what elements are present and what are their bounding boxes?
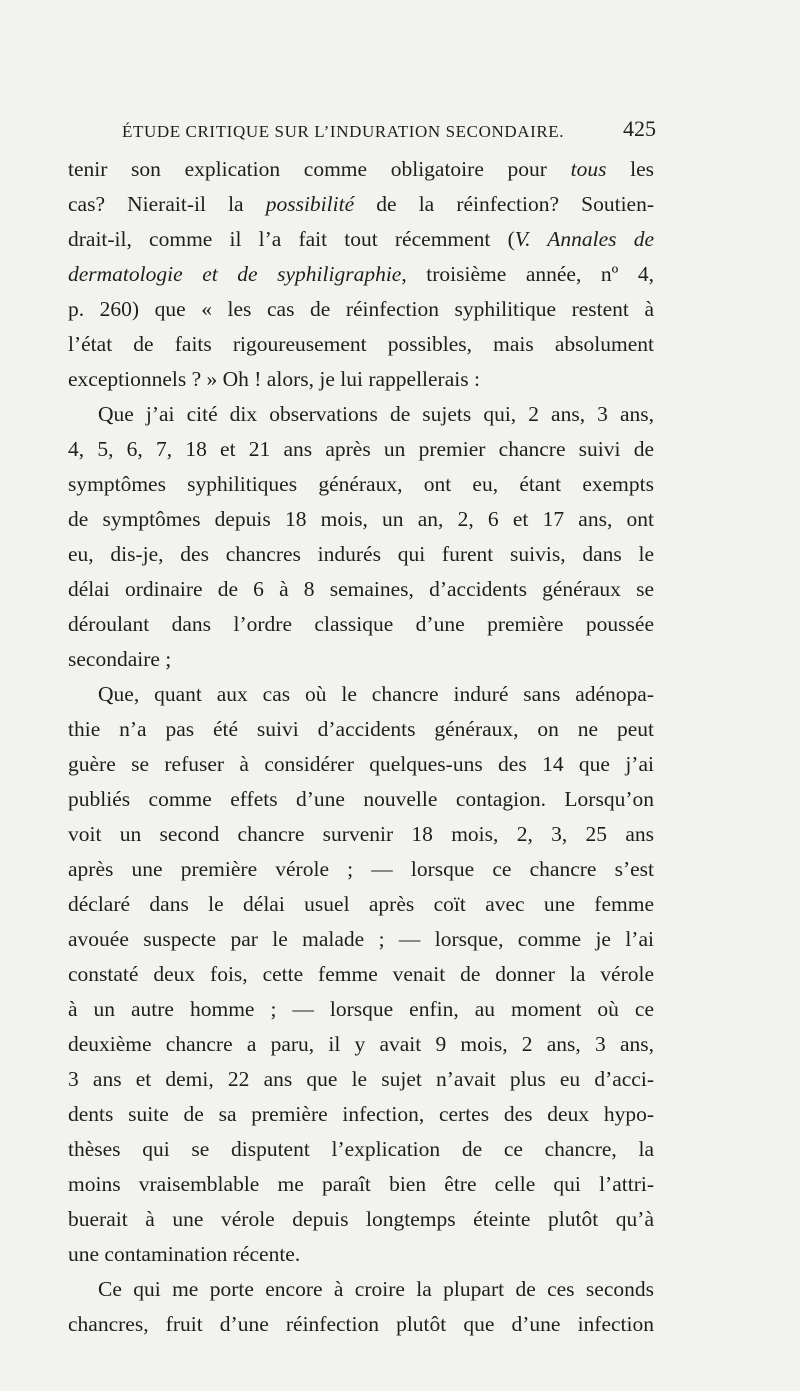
- text-line: exceptionnels ? » Oh ! alors, je lui rappellerais :: [68, 367, 480, 391]
- text-line: une contamination récente.: [68, 1242, 301, 1266]
- text-line: constaté deux fois, cette femme venait de donner la vérole: [68, 962, 654, 986]
- text-line: de symptômes depuis 18 mois, un an, 2, 6 et 17 ans, ont: [68, 507, 654, 531]
- text-line: Que j’ai cité dix observations de sujets qui, 2 ans, 3 ans,: [98, 402, 654, 426]
- text-line: délai ordinaire de 6 à 8 semaines, d’accidents généraux se: [68, 577, 654, 601]
- text-line: voit un second chancre survenir 18 mois, 2, 3, 25 ans: [68, 822, 654, 846]
- text-line: tenir son explication comme obligatoire pour tous les: [68, 157, 654, 181]
- page-number: 425: [623, 116, 656, 141]
- text-line: 3 ans et demi, 22 ans que le sujet n’avait plus eu d’acci-: [68, 1067, 654, 1091]
- body-text: [68, 152, 654, 1342]
- text-line: à un autre homme ; — lorsque enfin, au moment où ce: [68, 997, 654, 1021]
- text-line: buerait à une vérole depuis longtemps éteinte plutôt qu’à: [68, 1207, 654, 1231]
- text-line: p. 260) que « les cas de réinfection syphilitique restent à: [68, 297, 654, 321]
- text-line: déclaré dans le délai usuel après coït avec une femme: [68, 892, 654, 916]
- text-line: eu, dis-je, des chancres indurés qui furent suivis, dans le: [68, 542, 654, 566]
- text-line: Ce qui me porte encore à croire la plupart de ces seconds: [98, 1277, 654, 1301]
- italic-phrase: tous: [570, 157, 607, 181]
- text-line: deuxième chancre a paru, il y avait 9 mois, 2 ans, 3 ans,: [68, 1032, 654, 1056]
- text-line: dents suite de sa première infection, certes des deux hypo-: [68, 1102, 654, 1126]
- text-line: secondaire ;: [68, 647, 172, 671]
- italic-phrase: V. Annales de: [514, 227, 654, 251]
- text-line: chancres, fruit d’une réinfection plutôt que d’une infection: [68, 1312, 654, 1336]
- text-line: Que, quant aux cas où le chancre induré sans adénopa-: [98, 682, 654, 706]
- text-line: moins vraisemblable me paraît bien être celle qui l’attri-: [68, 1172, 654, 1196]
- text-line: thèses qui se disputent l’explication de ce chancre, la: [68, 1137, 654, 1161]
- running-header: [122, 116, 656, 146]
- text-line: symptômes syphilitiques généraux, ont eu, étant exempts: [68, 472, 654, 496]
- text-line: thie n’a pas été suivi d’accidents généraux, on ne peut: [68, 717, 654, 741]
- text-line: cas? Nierait-il la possibilité de la réinfection? Soutien-: [68, 192, 654, 216]
- text-line: drait-il, comme il l’a fait tout récemment (V. Annales de: [68, 227, 654, 251]
- text-line: après une première vérole ; — lorsque ce chancre s’est: [68, 857, 654, 881]
- text-line: avouée suspecte par le malade ; — lorsque, comme je l’ai: [68, 927, 654, 951]
- text-line: guère se refuser à considérer quelques-uns des 14 que j’ai: [68, 752, 654, 776]
- text-line: l’état de faits rigoureusement possibles, mais absolument: [68, 332, 654, 356]
- text-line: dermatologie et de syphiligraphie, troisième année, nº 4,: [68, 262, 654, 286]
- italic-phrase: possibilité: [265, 192, 355, 216]
- running-title: ÉTUDE CRITIQUE SUR L’INDURATION SECONDAIRE.: [122, 122, 565, 141]
- italic-phrase: dermatologie et de syphiligraphie: [68, 262, 402, 286]
- text-line: déroulant dans l’ordre classique d’une première poussée: [68, 612, 654, 636]
- text-line: publiés comme effets d’une nouvelle contagion. Lorsqu’on: [68, 787, 654, 811]
- text-line: 4, 5, 6, 7, 18 et 21 ans après un premier chancre suivi de: [68, 437, 654, 461]
